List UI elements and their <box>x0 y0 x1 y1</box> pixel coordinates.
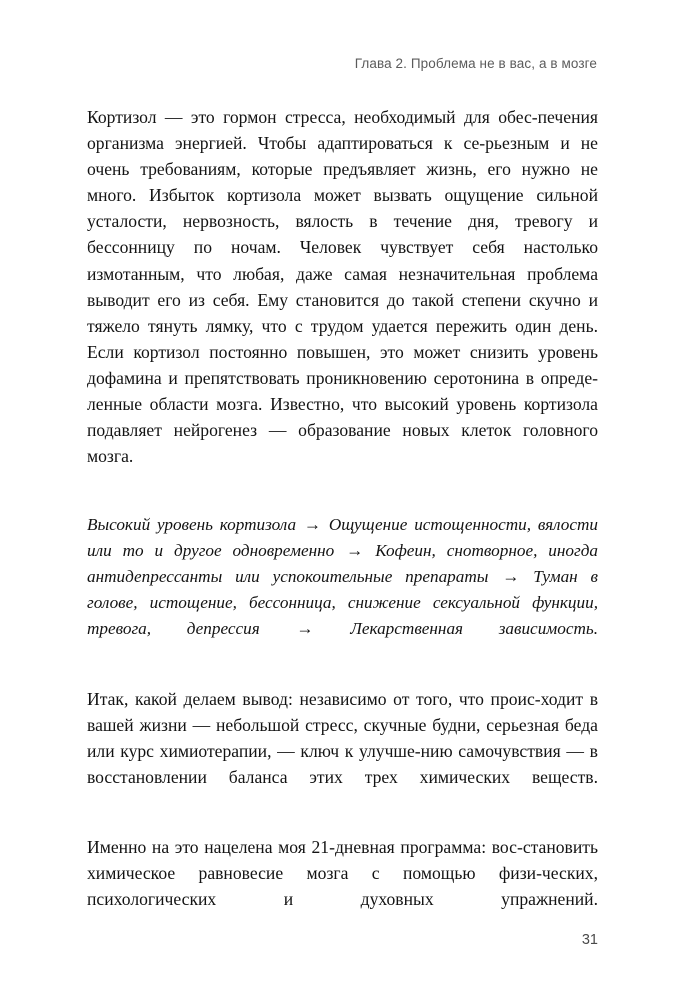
cascade-segment-5: Лекарственная зависимость. <box>314 618 599 638</box>
cascade-segment-3: Кофеин, снотворное, иногда антидепрессанты или успокоительные препараты <box>87 541 598 586</box>
page-number: 31 <box>581 932 598 948</box>
cascade-segment-2: Ощущение истощенности, вялости или то и другое одновременно <box>87 515 598 561</box>
running-head: Глава 2. Проблема не в вас, а в мозге <box>354 56 597 71</box>
body-text-block <box>87 104 598 938</box>
cascade-segment-4: Туман в голове, истощение, бессонница, снижение сексуальной функции, тревога, депрессия <box>87 567 599 638</box>
arrow-right-icon-2: → <box>346 541 364 561</box>
paragraph-program-intro: Именно на это нацелена моя 21-дневная программа: вос-становить химическое равновесие мозга с помощью физи-ческих, психологических и духовных упражнений. <box>87 836 598 909</box>
paragraph-conclusion: Итак, какой делаем вывод: независимо от того, что проис-ходит в вашей жизни — небольшой стресс, скучные будни, серьезная беда или курс химиотерапии, — ключ к улучше-нию самочувствия — в восстановлении баланса этих трех химических веществ. <box>87 689 598 788</box>
arrow-right-icon-3: → <box>502 567 520 586</box>
arrow-right-icon-1: → <box>303 515 322 535</box>
paragraph-cortisol-definition: Кортизол — это гормон стресса, необходимый для обес-печения организма энергией. Чтобы адаптироваться к се-рьезным и не очень требованиям, которые предъявляет жизнь, его нужно не много. Избыток кортизола может вызвать ощущение сильной усталости, нервозность, вялость в течение дня, тревогу и бессонницу по ночам. Человек чувствует себя настолько измотанным, что любая, даже самая незначительная проблема выводит его из себя. Ему становится до такой степени скучно и тяжело тянуть лямку, что с трудом удается пережить один день. Если кортизол постоянно повышен, это может снизить уровень дофамина и препятствовать проникновению серотонина в опреде-ленные области мозга. Известно, что высокий уровень кортизола подавляет нейрогенез — образование новых клеток головного мозга. <box>87 107 598 467</box>
paragraph-cortisol-cascade <box>87 512 598 667</box>
cascade-segment-1: Высокий уровень кортизола <box>87 515 303 535</box>
arrow-right-icon-4: → <box>296 618 314 638</box>
